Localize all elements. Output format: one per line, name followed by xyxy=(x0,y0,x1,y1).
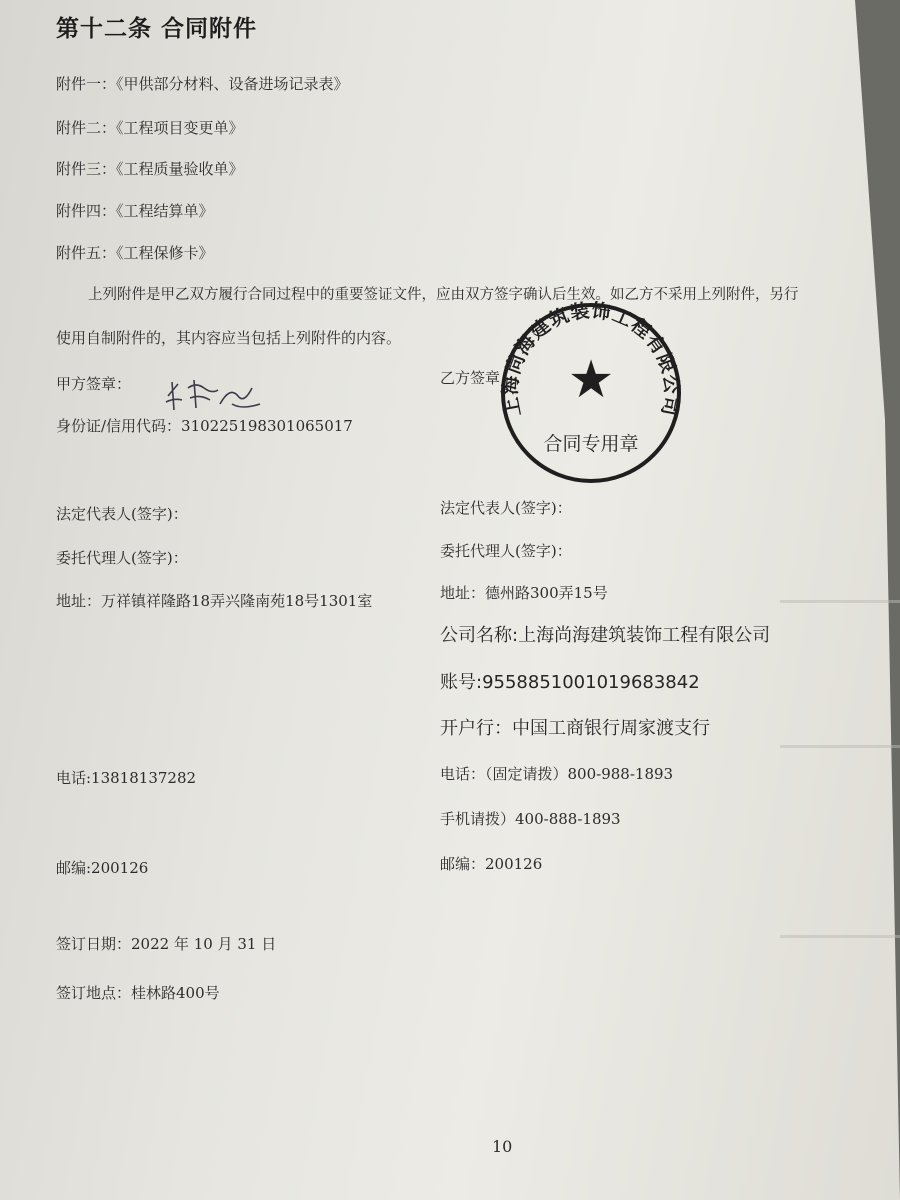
attachment-4: 附件四：《工程结算单》 xyxy=(56,202,214,220)
party-b-legal-rep: 法定代表人(签字)： xyxy=(440,499,572,517)
party-a-signature-label: 甲方签章： xyxy=(56,375,132,393)
party-b-bank: 开户行：中国工商银行周家渡支行 xyxy=(440,718,710,739)
party-a-phone: 电话:13818137282 xyxy=(56,769,197,787)
paragraph-line-2: 使用自制附件的，其内容应当包括上列附件的内容。 xyxy=(56,329,402,347)
page-number: 10 xyxy=(492,1137,513,1156)
party-a-agent: 委托代理人(签字)： xyxy=(56,549,188,567)
party-b-phone-mobile: 手机请拨）400-888-1893 xyxy=(440,810,621,828)
seal-star-icon: ★ xyxy=(567,350,615,410)
sign-place: 签订地点：桂林路400号 xyxy=(56,984,220,1002)
bleed-through-line xyxy=(780,935,900,938)
party-b-company: 公司名称:上海尚海建筑装饰工程有限公司 xyxy=(440,625,771,646)
party-b-postcode: 邮编：200126 xyxy=(440,855,543,873)
bleed-through-line xyxy=(780,600,900,603)
party-a-legal-rep: 法定代表人(签字)： xyxy=(56,505,188,523)
party-b-agent: 委托代理人(签字)： xyxy=(440,542,572,560)
seal-center-text: 合同专用章 xyxy=(543,433,639,455)
attachment-1: 附件一：《甲供部分材料、设备进场记录表》 xyxy=(56,75,349,93)
party-b-signature-label: 乙方签章 xyxy=(440,369,501,387)
sign-date: 签订日期：2022 年 10 月 31 日 xyxy=(56,935,277,953)
seal-ring-text: 上海尚海建筑装饰工程有限公司 xyxy=(499,300,683,419)
attachment-5: 附件五：《工程保修卡》 xyxy=(56,244,214,262)
attachment-2: 附件二：《工程项目变更单》 xyxy=(56,119,244,137)
section-title: 第十二条 合同附件 xyxy=(56,15,258,42)
company-seal-stamp xyxy=(498,300,684,486)
party-b-address: 地址：德州路300弄15号 xyxy=(440,584,608,602)
party-a-postcode: 邮编:200126 xyxy=(56,859,149,877)
bleed-through-line xyxy=(780,745,900,748)
attachment-3: 附件三：《工程质量验收单》 xyxy=(56,160,244,178)
party-a-id-code: 身份证/信用代码：310225198301065017 xyxy=(56,417,353,435)
party-b-phone-fixed: 电话：（固定请拨）800-988-1893 xyxy=(440,765,674,783)
paragraph-line-1: 上列附件是甲乙双方履行合同过程中的重要签证文件，应由双方签字确认后生效。如乙方不采用上列附件，另行 xyxy=(88,287,799,303)
handwritten-signature xyxy=(160,374,270,418)
party-a-address: 地址：万祥镇祥隆路18弄兴隆南苑18号1301室 xyxy=(56,592,373,610)
party-b-account: 账号:9558851001019683842 xyxy=(440,672,700,693)
